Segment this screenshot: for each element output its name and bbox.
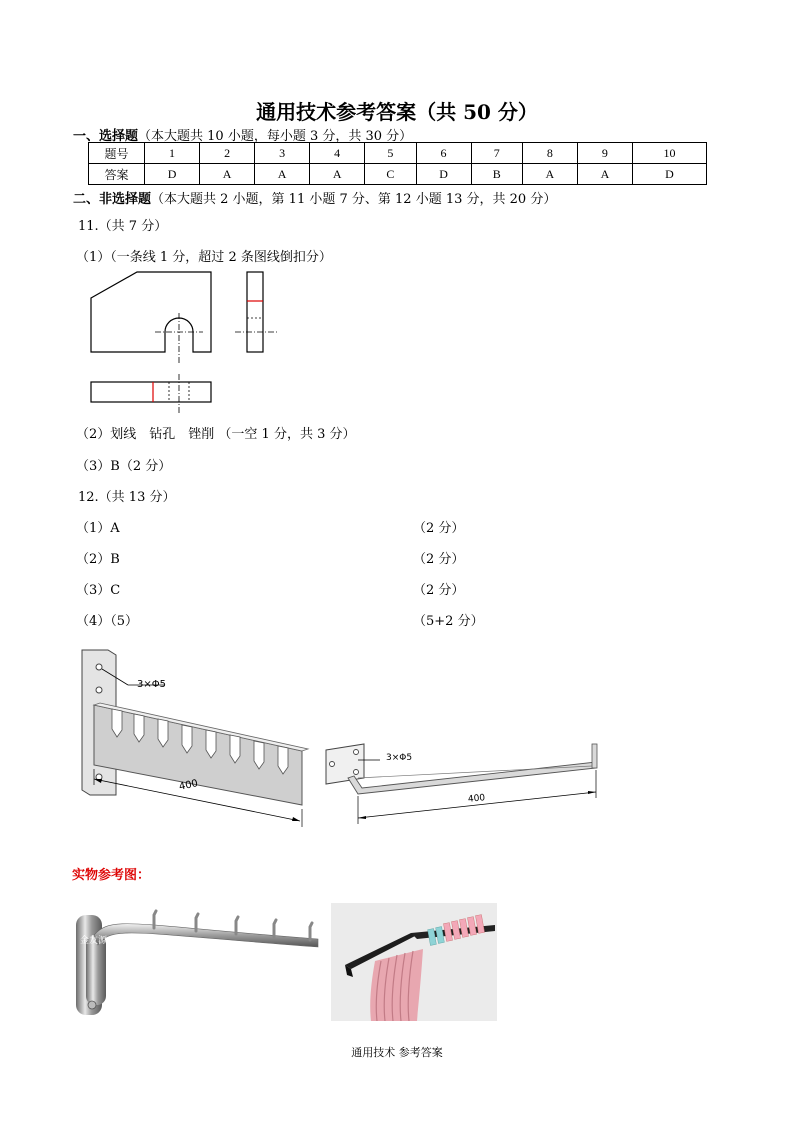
q12-header: 12.（共 13 分） bbox=[78, 490, 176, 505]
table-cell: 题号 bbox=[89, 143, 145, 164]
photo-watermark: 金友源 bbox=[80, 936, 108, 946]
table-cell: 2 bbox=[200, 143, 255, 164]
table-cell: 1 bbox=[145, 143, 200, 164]
section2-heading bbox=[73, 188, 556, 207]
table-cell: 4 bbox=[310, 143, 365, 164]
q11-part1: （1）（一条线 1 分，超过 2 条图线倒扣分） bbox=[76, 250, 332, 265]
table-cell: B bbox=[471, 164, 522, 185]
section1-note: （本大题共 10 小题，每小题 3 分，共 30 分） bbox=[138, 129, 413, 144]
q12-score-2: （2 分） bbox=[413, 552, 465, 567]
drawing2-hole-label: 3×Φ5 bbox=[386, 753, 413, 763]
table-cell: 答案 bbox=[89, 164, 145, 185]
q12-item-1: （1）A bbox=[76, 521, 120, 536]
q12-item-3: （3）C bbox=[76, 583, 121, 598]
table-cell: 5 bbox=[365, 143, 416, 164]
table-cell: 3 bbox=[255, 143, 310, 164]
three-view-drawing bbox=[85, 268, 285, 418]
drawing2-length-label: 400 bbox=[467, 793, 486, 805]
table-cell: 10 bbox=[632, 143, 706, 164]
q12-score-3: （2 分） bbox=[413, 583, 465, 598]
drawing1-length-label: 400 bbox=[178, 778, 200, 793]
table-cell: 6 bbox=[416, 143, 471, 164]
q12-item-2: （2）B bbox=[76, 552, 120, 567]
table-cell: D bbox=[632, 164, 706, 185]
q11-part2: （2）划线 钻孔 锉削 （一空 1 分，共 3 分） bbox=[76, 427, 356, 442]
bracket-drawing-2 bbox=[318, 738, 608, 830]
table-cell: C bbox=[365, 164, 416, 185]
page-title: 通用技术参考答案（共 50 分） bbox=[256, 100, 538, 124]
drawing1-hole-label: 3×Φ5 bbox=[137, 679, 166, 690]
reference-heading: 实物参考图： bbox=[72, 868, 151, 883]
reference-photo-hook-rack bbox=[72, 895, 322, 1020]
section2-note: （本大题共 2 小题，第 11 小题 7 分、第 12 小题 13 分，共 20 分） bbox=[151, 192, 557, 207]
reference-photo-towel-bar bbox=[331, 903, 497, 1021]
q12-score-4: （5+2 分） bbox=[413, 614, 484, 629]
table-cell: A bbox=[577, 164, 632, 185]
table-cell: 7 bbox=[471, 143, 522, 164]
table-cell: D bbox=[145, 164, 200, 185]
section1-title: 一、选择题 bbox=[73, 129, 139, 144]
table-cell: A bbox=[522, 164, 577, 185]
bracket-drawing-1 bbox=[72, 645, 312, 835]
answer-table bbox=[88, 142, 707, 185]
table-cell: 9 bbox=[577, 143, 632, 164]
page-footer: 通用技术 参考答案 bbox=[351, 1046, 443, 1059]
table-cell: 8 bbox=[522, 143, 577, 164]
q11-header: 11.（共 7 分） bbox=[78, 219, 168, 234]
table-row bbox=[89, 143, 707, 164]
section2-title: 二、非选择题 bbox=[73, 192, 152, 207]
table-cell: D bbox=[416, 164, 471, 185]
table-row bbox=[89, 164, 707, 185]
table-cell: A bbox=[255, 164, 310, 185]
q12-item-4: （4）（5） bbox=[76, 614, 139, 629]
table-cell: A bbox=[310, 164, 365, 185]
q11-part3: （3）B（2 分） bbox=[76, 459, 172, 474]
q12-score-1: （2 分） bbox=[413, 521, 465, 536]
table-cell: A bbox=[200, 164, 255, 185]
